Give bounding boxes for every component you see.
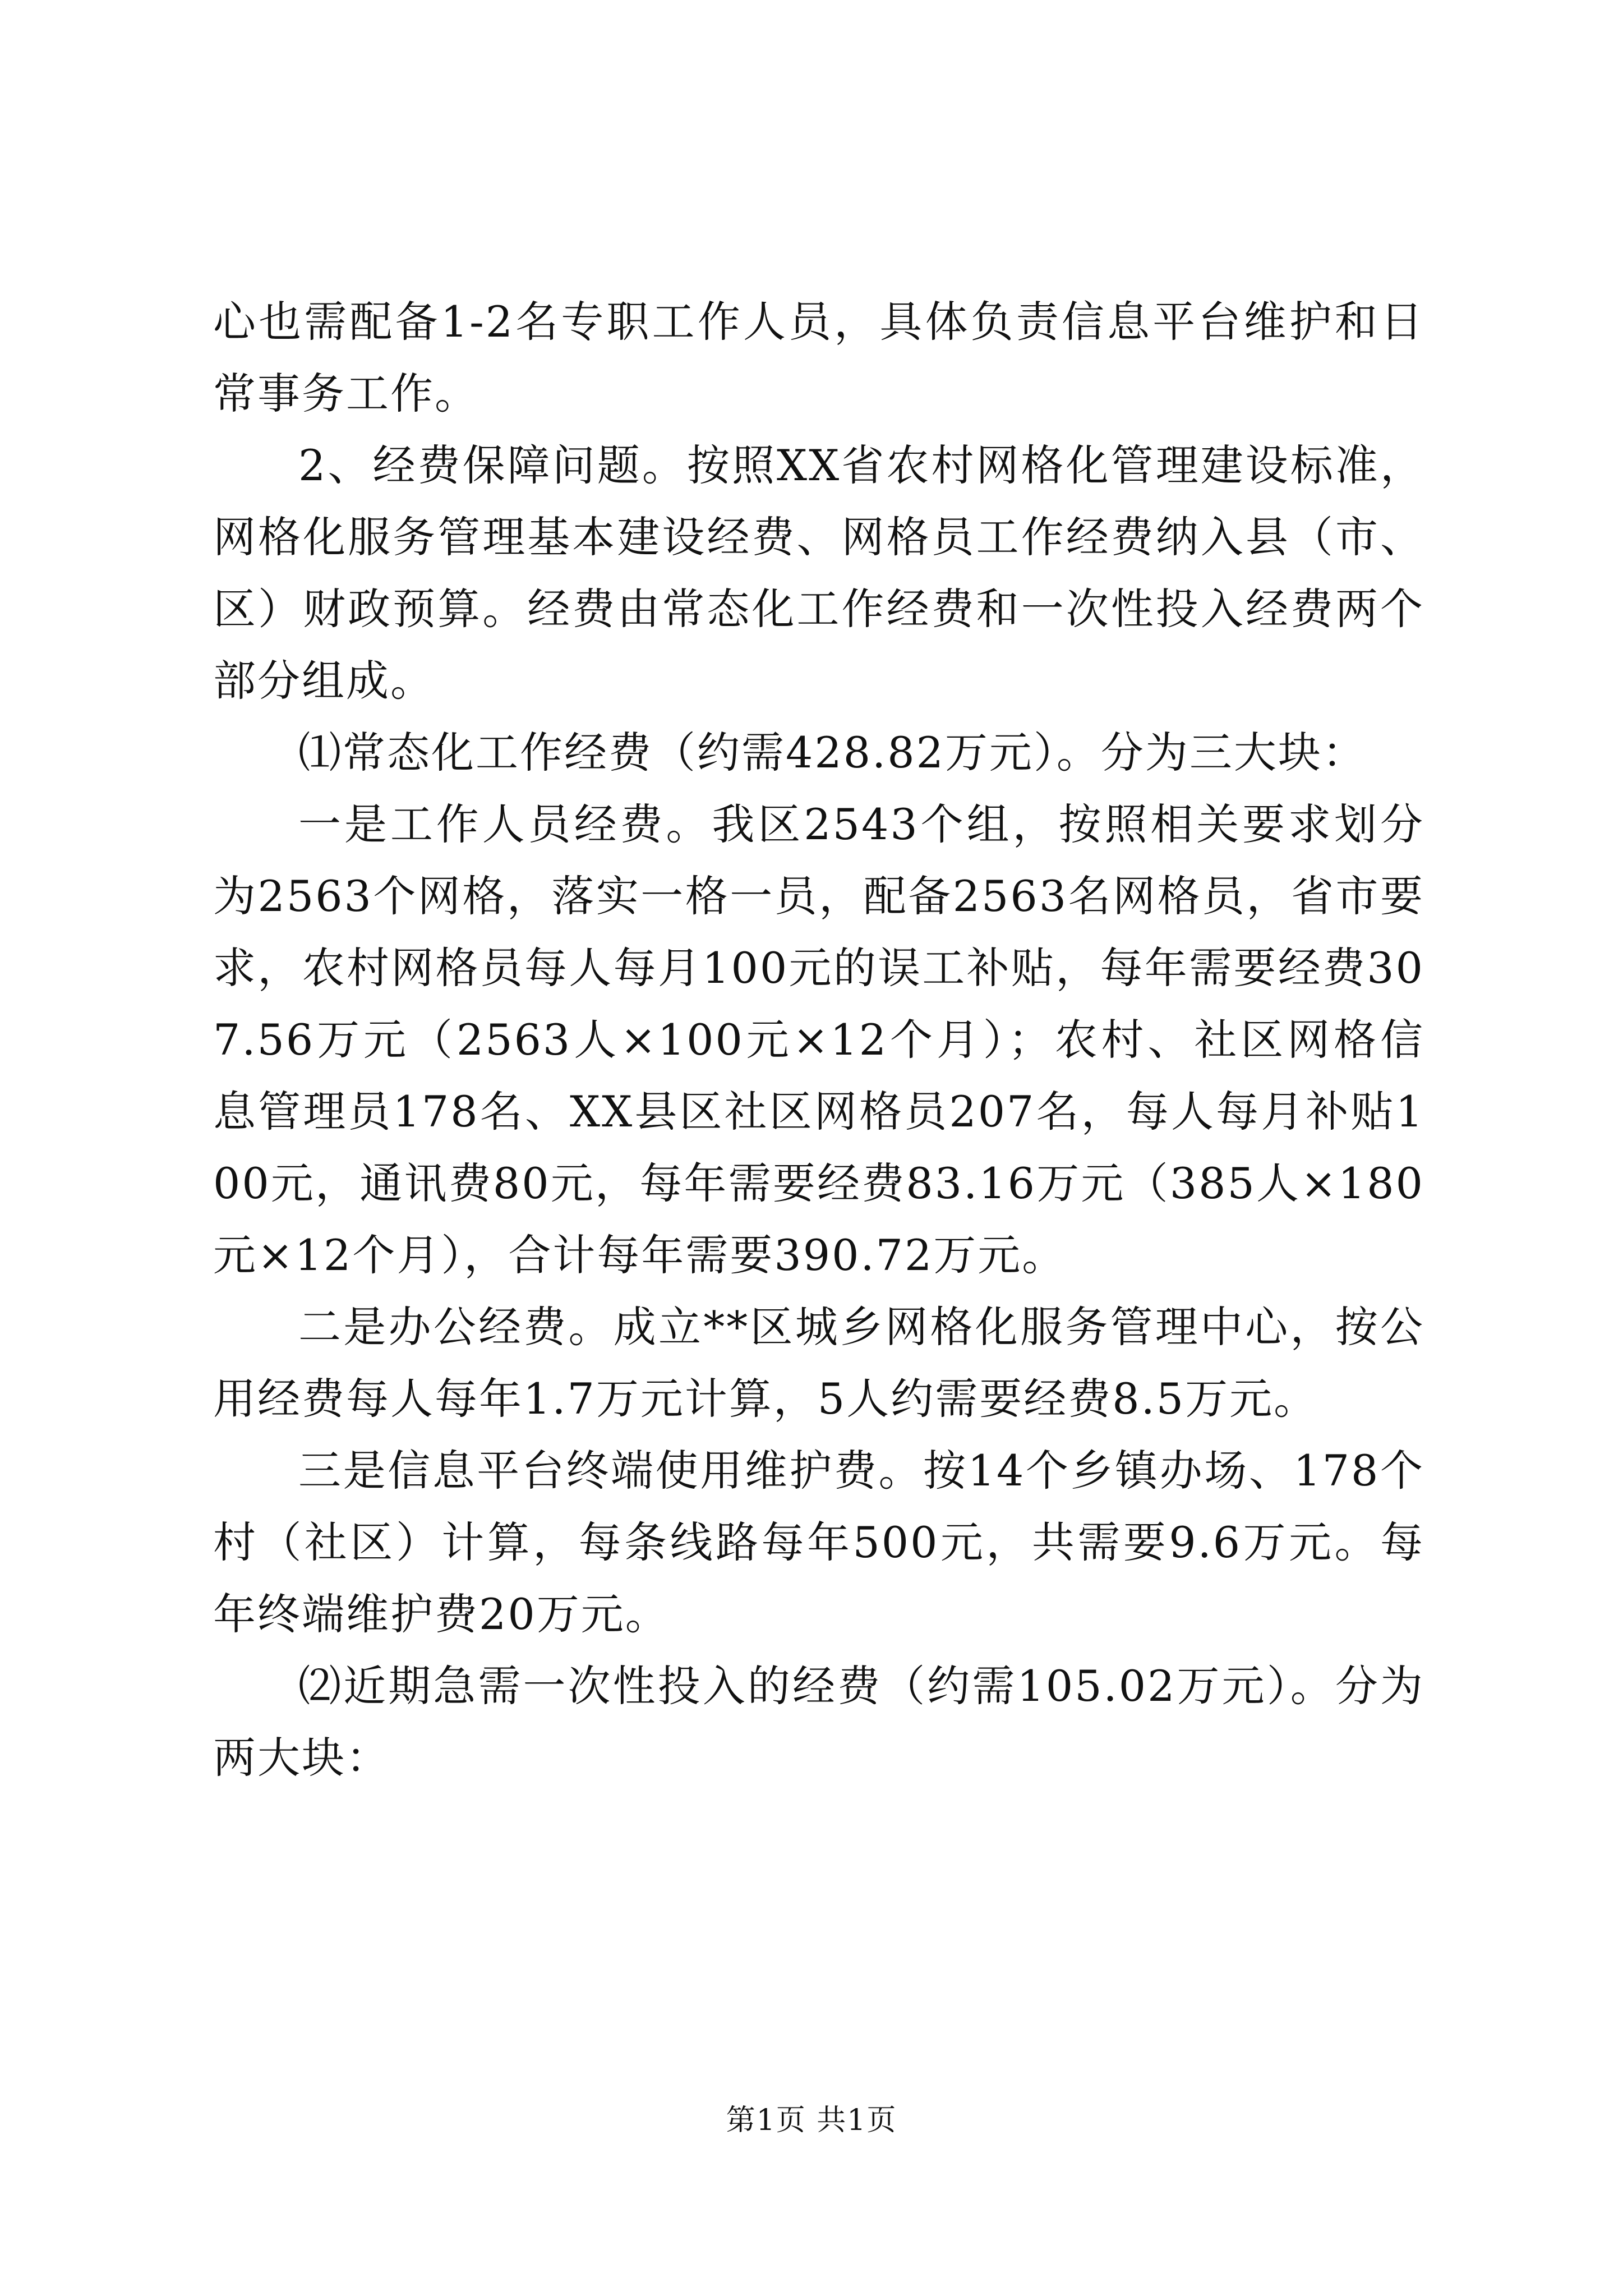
document-body	[213, 286, 1424, 1794]
paragraph-7: ⑵近期急需一次性投入的经费（约需105.02万元）。分为两大块：	[213, 1661, 1424, 1783]
paragraph-3: ⑴常态化工作经费（约需428.82万元）。分为三大块：	[298, 728, 1367, 777]
paragraph-5: 二是办公经费。成立**区城乡网格化服务管理中心，按公用经费每人每年1.7万元计算，5人约需要经费8.5万元。	[213, 1302, 1424, 1424]
paragraph-1: 心也需配备1-2名专职工作人员，具体负责信息平台维护和日常事务工作。	[213, 297, 1424, 418]
page-footer: 第1页 共1页	[726, 2104, 897, 2137]
paragraph-6: 三是信息平台终端使用维护费。按14个乡镇办场、178个村（社区）计算，每条线路每年500元，共需要9.6万元。每年终端维护费20万元。	[213, 1446, 1424, 1639]
paragraph-2: 2、经费保障问题。按照XX省农村网格化管理建设标准，网格化服务管理基本建设经费、网格员工作经费纳入县（市、区）财政预算。经费由常态化工作经费和一次性投入经费两个部分组成。	[213, 440, 1424, 706]
paragraph-4: 一是工作人员经费。我区2543个组，按照相关要求划分为2563个网格，落实一格一员，配备2563名网格员，省市要求，农村网格员每人每月100元的误工补贴，每年需要经费307.56万元（2563人×100元×12个月）；农村、社区网格信息管理员178名、XX县区社区网格员207名，每人每月补贴100元，通讯费80元，每年需要经费83.16万元（385人×180元×12个月），合计每年需要390.72万元。	[213, 799, 1424, 1280]
